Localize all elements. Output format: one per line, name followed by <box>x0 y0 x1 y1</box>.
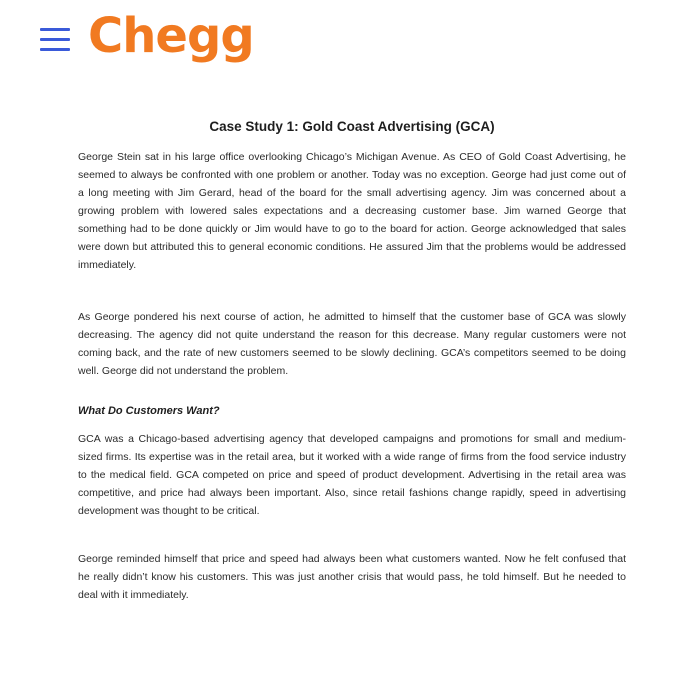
paragraph-2: As George pondered his next course of action, he admitted to himself that the customer base of GCA was slowly decreasing. The agency did not quite understand the reason for this decrease. Many regular customers were not coming back, and the rate of new customers seemed to be slowly declining. GCA’s competitors seemed to be doing well. George did not understand the problem. <box>78 311 626 377</box>
menu-bar-top <box>40 28 70 31</box>
case-study-document <box>78 118 626 604</box>
paragraph-1: George Stein sat in his large office overlooking Chicago’s Michigan Avenue. As CEO of Gold Coast Advertising, he seemed to always be confronted with one problem or another. Today was no exception. George had just come out of a long meeting with Jim Gerard, head of the board for the small advertising agency. Jim was concerned about a growing problem with lowered sales expectations and a decreasing customer base. Jim warned George that something had to be done quickly or Jim would have to go to the board for action. George acknowledged that sales were down but attributed this to general economic conditions. He assured Jim that the problems would be addressed immediately. <box>78 151 626 271</box>
chegg-logo[interactable]: Chegg <box>88 8 254 64</box>
hamburger-menu-icon[interactable] <box>40 26 70 54</box>
menu-bar-middle <box>40 38 70 41</box>
document-title: Case Study 1: Gold Coast Advertising (GCA) <box>209 119 495 134</box>
paragraph-4: George reminded himself that price and speed had always been what customers wanted. Now he felt confused that he really didn’t know his customers. This was just another crisis that would pass, he told himself. But he needed to deal with it immediately. <box>78 553 626 601</box>
section-heading: What Do Customers Want? <box>78 405 220 417</box>
paragraph-3: GCA was a Chicago-based advertising agency that developed campaigns and promotions for small and medium-sized firms. Its expertise was in the retail area, but it worked with a wide range of firms from the food service industry to the medical field. GCA competed on price and speed of product development. Advertising in the retail area was competitive, and price had always been important. Also, since retail fashions change rapidly, speed in advertising development was thought to be critical. <box>78 433 626 517</box>
menu-bar-bottom <box>40 48 70 51</box>
app-header <box>0 0 690 80</box>
